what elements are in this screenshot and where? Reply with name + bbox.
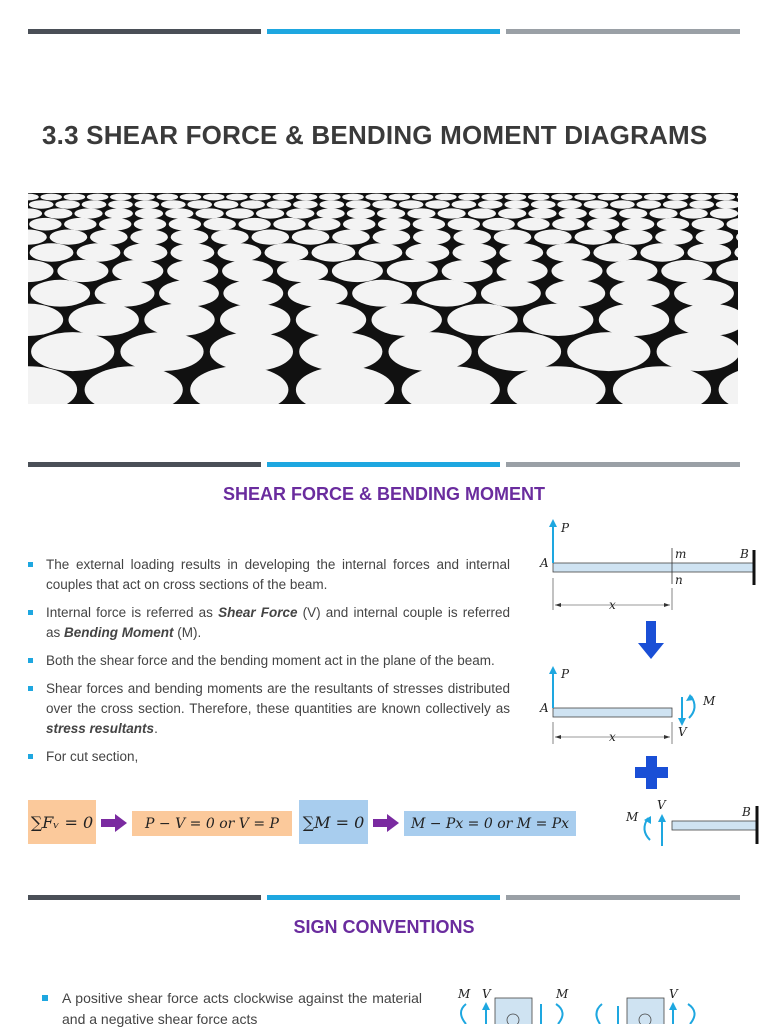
section1-divider [28, 462, 740, 467]
svg-text:M: M [556, 987, 569, 1001]
beam-diagram-full [535, 518, 765, 618]
svg-text:P: P [561, 667, 570, 681]
beam-diagram-right [620, 796, 766, 848]
arrow-right-icon [373, 814, 399, 832]
svg-text:P: P [561, 521, 570, 535]
svg-text:A: A [540, 701, 549, 715]
bullet-5: For cut section, [28, 747, 510, 767]
section1-title: SHEAR FORCE & BENDING MOMENT [222, 484, 545, 504]
svg-text:B: B [740, 547, 749, 561]
eq-sum-fv: ∑Fᵥ = 0 [28, 800, 96, 844]
plus-icon [635, 756, 668, 789]
svg-text:V: V [657, 798, 666, 812]
page-title: 3.3 SHEAR FORCE & BENDING MOMENT DIAGRAMS [42, 120, 708, 150]
svg-text:V: V [678, 725, 687, 739]
hero-image [28, 193, 738, 404]
bullet-1: The external loading results in developing the internal forces and internal couples that act on cross sections of the beam. [28, 555, 510, 595]
section1-bullets [28, 555, 510, 775]
section2-title: SIGN CONVENTIONS [293, 917, 475, 937]
svg-text:M: M [458, 987, 471, 1001]
bullet-2: Internal force is referred as Shear Force (V) and internal couple is referred as Bending Moment (M). [28, 603, 510, 643]
section2-divider [28, 895, 740, 900]
arrow-down-icon [638, 621, 664, 659]
beam-diagram-cut [535, 664, 765, 749]
svg-text:A: A [540, 556, 549, 570]
eq-sum-m: ∑M = 0 [299, 800, 368, 844]
bullet-3: Both the shear force and the bending moment act in the plane of the beam. [28, 651, 510, 671]
bullet-4: Shear forces and bending moments are the resultants of stresses distributed over the cross section. Therefore, these quantities are known collectively as stress resultants. [28, 679, 510, 739]
sign-bullet-1: A positive shear force acts clockwise against the material and a negative shear force acts [42, 988, 422, 1030]
svg-text:x: x [609, 598, 616, 612]
sign-convention-diagram [452, 984, 712, 1024]
svg-text:x: x [609, 730, 616, 744]
svg-text:M: M [626, 810, 639, 824]
svg-text:B: B [742, 805, 751, 819]
svg-text:n: n [675, 573, 683, 587]
svg-text:m: m [675, 547, 687, 561]
svg-text:V: V [482, 987, 491, 1001]
svg-text:M: M [703, 694, 716, 708]
eq-p-v: P − V = 0 or V = P [132, 811, 292, 836]
svg-text:V: V [669, 987, 678, 1001]
eq-m-px: M − Px = 0 or M = Px [404, 811, 576, 836]
top-divider [28, 29, 740, 34]
arrow-right-icon [101, 814, 127, 832]
